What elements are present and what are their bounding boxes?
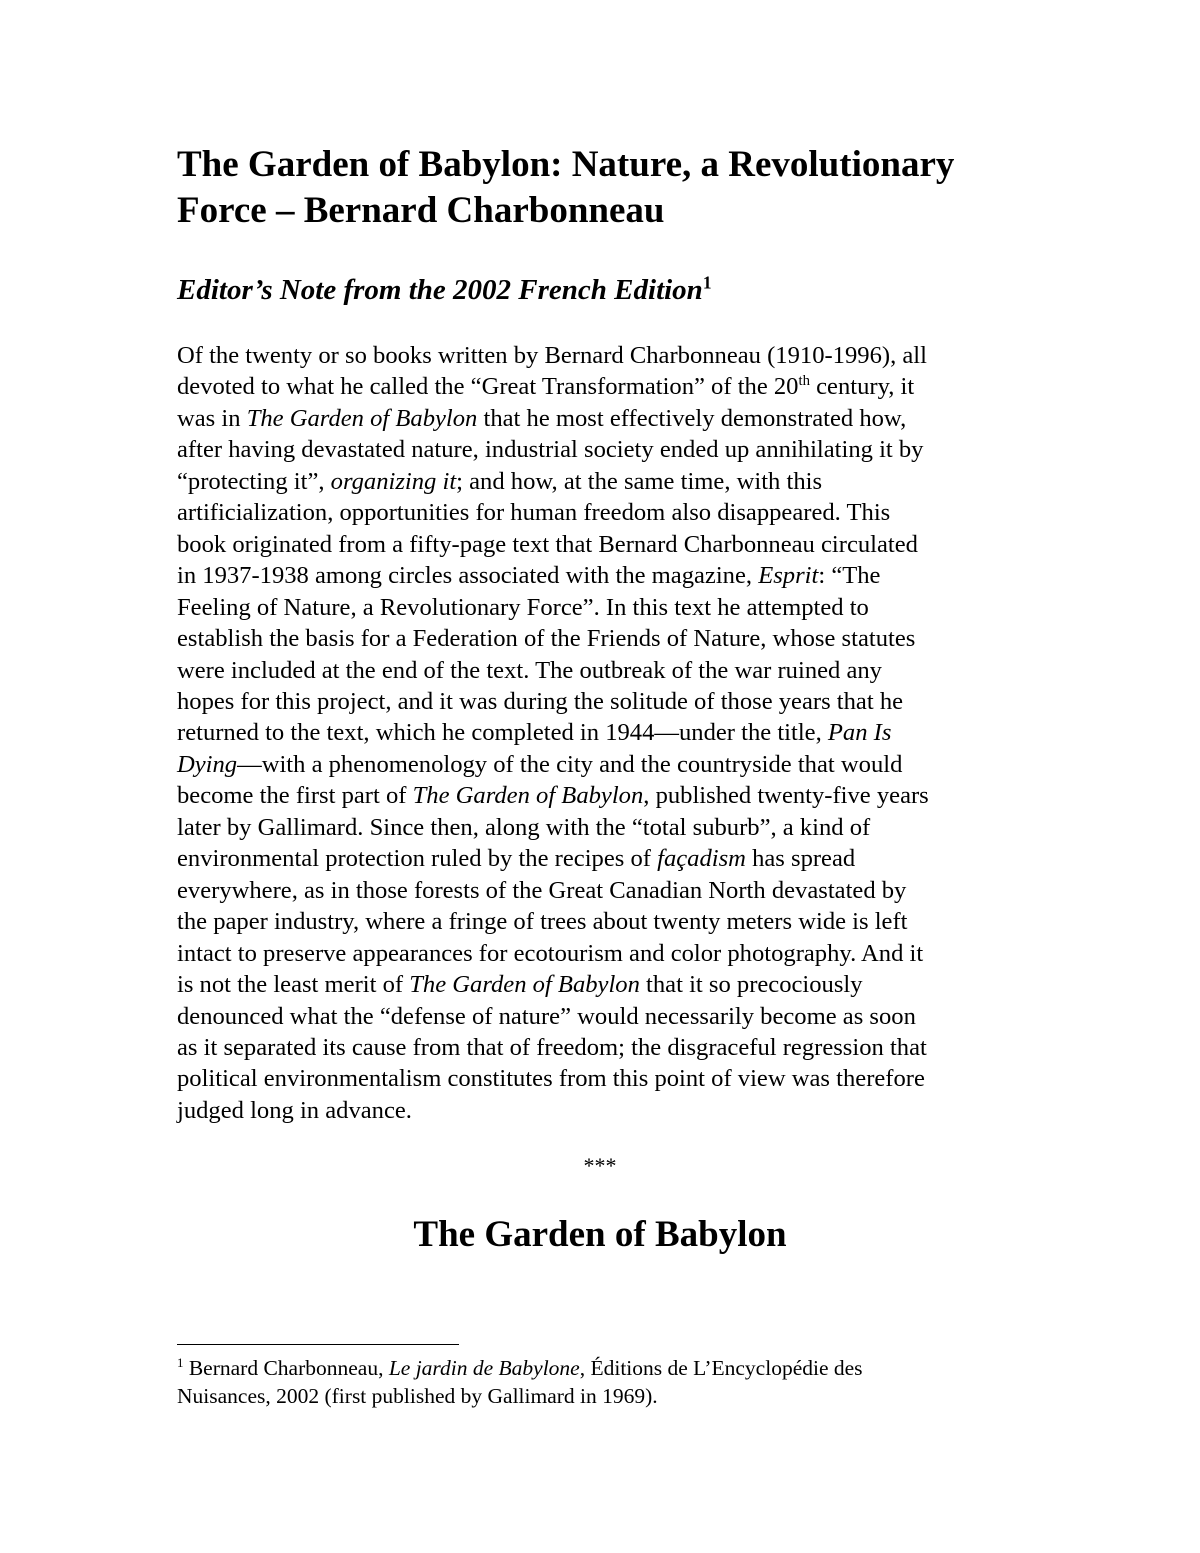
text-run: environmental protection ruled by the recipes of xyxy=(177,845,658,873)
text-run: devoted to what he called the “Great Transformation” of the 20 xyxy=(177,373,799,401)
title-line-2: Force – Bernard Charbonneau xyxy=(177,190,665,231)
paragraph-line xyxy=(177,969,1027,1000)
paragraph-line xyxy=(177,749,1027,780)
paragraph-line xyxy=(177,780,1027,811)
text-run: —with a phenomenology of the city and the countryside that would xyxy=(237,750,903,778)
emphasis: organizing it xyxy=(330,467,457,495)
book-title: Dying xyxy=(177,750,238,778)
text-run: “protecting it”, xyxy=(177,467,331,495)
paragraph-line xyxy=(177,560,1027,591)
paragraph-line xyxy=(177,717,1027,748)
text-run: in 1937-1938 among circles associated with the magazine, xyxy=(177,562,759,590)
emphasis: façadism xyxy=(657,845,746,873)
book-title: The Garden of Babylon xyxy=(409,971,640,999)
text-run: , Éditions de L’Encyclopédie des xyxy=(579,1356,863,1380)
text-run: that it so precociously xyxy=(639,971,863,999)
editors-note-paragraph xyxy=(177,340,1027,1126)
paragraph-line: book originated from a fifty-page text that Bernard Charbonneau circulated xyxy=(177,530,918,558)
footnote-line: Nuisances, 2002 (first published by Gallimard in 1969). xyxy=(177,1384,658,1408)
paragraph-line: Feeling of Nature, a Revolutionary Force”. In this text he attempted to xyxy=(177,593,869,621)
text-run: : “The xyxy=(818,562,881,590)
paragraph-line: everywhere, as in those forests of the Great Canadian North devastated by xyxy=(177,876,907,904)
footnote-line xyxy=(177,1354,1027,1382)
text-run: , published twenty-five years xyxy=(643,782,929,810)
paragraph-line xyxy=(177,466,1027,497)
text-run: Bernard Charbonneau, xyxy=(183,1356,389,1380)
paragraph-line: Of the twenty or so books written by Bernard Charbonneau (1910-1996), all xyxy=(177,342,927,369)
superscript: th xyxy=(798,373,810,390)
magazine-title: Esprit xyxy=(758,562,819,590)
paragraph-line: as it separated its cause from that of freedom; the disgraceful regression that xyxy=(177,1033,927,1061)
text-run: has spread xyxy=(745,845,856,873)
paragraph-line: judged long in advance. xyxy=(177,1096,412,1124)
section-title: The Garden of Babylon xyxy=(413,1214,787,1255)
paragraph-line xyxy=(177,843,1027,874)
footnote-reference[interactable]: 1 xyxy=(702,272,712,293)
paragraph-line: artificialization, opportunities for human freedom also disappeared. This xyxy=(177,499,891,527)
page-title xyxy=(177,142,1037,234)
editors-note-heading xyxy=(177,272,1037,308)
paragraph-line: hopes for this project, and it was during the solitude of those years that he xyxy=(177,687,904,715)
book-title: The Garden of Babylon xyxy=(412,782,644,810)
paragraph-line: after having devastated nature, industrial society ended up annihilating it by xyxy=(177,436,924,464)
text-run: become the first part of xyxy=(177,782,413,810)
text-run: was in xyxy=(177,404,247,432)
book-title: The Garden of Babylon xyxy=(246,404,478,432)
footnote-marker: 1 xyxy=(177,1355,184,1370)
book-title: Le jardin de Babylone xyxy=(388,1356,580,1380)
text-run: returned to the text, which he completed in 1944—under the title, xyxy=(177,719,828,747)
text-run: ; and how, at the same time, with this xyxy=(456,467,823,495)
footnote-divider xyxy=(177,1344,459,1345)
paragraph-line: later by Gallimard. Since then, along with the “total suburb”, a kind of xyxy=(177,813,871,841)
paragraph-line: the paper industry, where a fringe of trees about twenty meters wide is left xyxy=(177,908,908,936)
text-run: is not the least merit of xyxy=(177,971,410,999)
footnote xyxy=(177,1354,1027,1410)
paragraph-line xyxy=(177,403,1027,434)
title-line-1: The Garden of Babylon: Nature, a Revolutionary xyxy=(177,144,955,185)
paragraph-line: were included at the end of the text. The outbreak of the war ruined any xyxy=(177,656,882,684)
text-run: century, it xyxy=(809,373,915,401)
paragraph-line: political environmentalism constitutes from this point of view was therefore xyxy=(177,1065,925,1093)
paragraph-line: intact to preserve appearances for ecotourism and color photography. And it xyxy=(177,939,924,967)
text-run: that he most effectively demonstrated how, xyxy=(477,404,907,432)
paragraph-line xyxy=(177,371,1027,402)
editors-note-heading-text: Editor’s Note from the 2002 French Edition xyxy=(177,274,703,306)
paragraph-line: denounced what the “defense of nature” would necessarily become as soon xyxy=(177,1002,916,1030)
paragraph-line: establish the basis for a Federation of the Friends of Nature, whose statutes xyxy=(177,625,916,653)
book-title: Pan Is xyxy=(827,719,892,747)
section-separator: *** xyxy=(583,1153,617,1178)
